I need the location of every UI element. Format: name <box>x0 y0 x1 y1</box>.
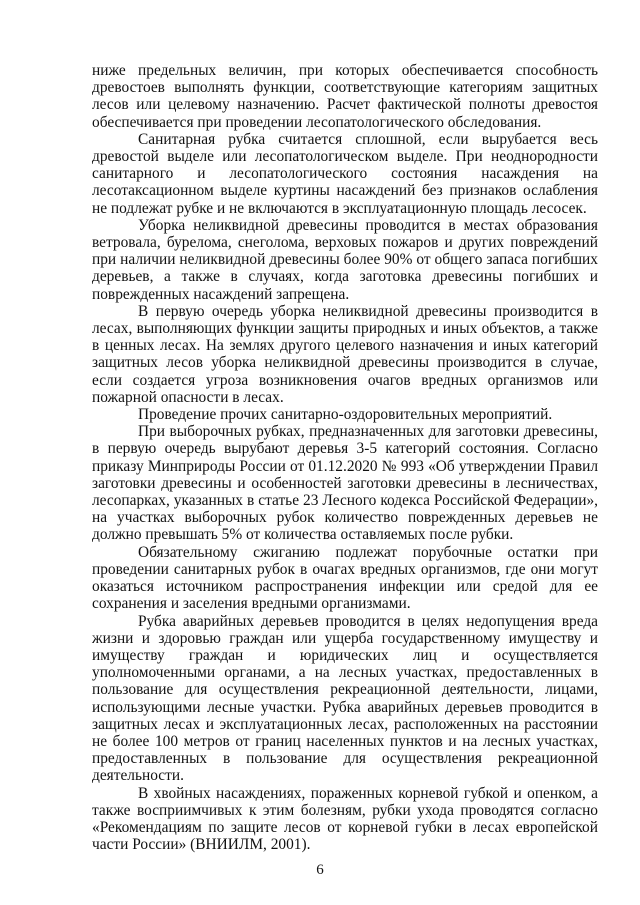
page-number: 6 <box>316 862 324 878</box>
paragraph-sanitary-clearcut: Санитарная рубка считается сплошной, если вырубается весь древостой выделе или лесопатологическом выделе. При неоднородности санитарного и лесопатологического состояния насаждения на лесотаксационном выделе куртины насаждений без признаков ослабления не подлежат рубке и не включаются в эксплуатационную площадь лесосек. <box>92 130 598 217</box>
paragraph-coniferous-stands: В хвойных насаждениях, пораженных корневой губкой и опенком, а также восприимчивых к этим болезням, рубки ухода проводятся согласно «Рекомендациям по защите лесов от корневой губки в лесах европейской части России» (ВНИИЛМ, 2001). <box>92 784 598 854</box>
paragraph-priority-removal: В первую очередь уборка неликвидной древесины производится в лесах, выполняющих функции защиты природных и иных объектов, а также в ценных лесах. На землях другого целевого назначения и иных категорий защитных лесов уборка неликвидной древесины производится в случае, если создается угроза возникновения очагов вредных организмов или пожарной опасности в лесах. <box>92 302 598 406</box>
paragraph-illiquid-wood-removal: Уборка неликвидной древесины проводится в местах образования ветровала, бурелома, снеголома, верховых пожаров и других повреждений при наличии неликвидной древесины более 90% от общего запаса погибших деревьев, а также в случаях, когда заготовка древесины погибших и поврежденных насаждений запрещена. <box>92 216 598 303</box>
paragraph-continuation: ниже предельных величин, при которых обеспечивается способность древостоев выполнять функции, соответствующие категориям защитных лесов или целевому назначению. Расчет фактической полноты древостоя обеспечивается при проведении лесопатологического обследования. <box>92 62 598 131</box>
paragraph-other-measures: Проведение прочих санитарно-оздоровительных мероприятий. <box>138 406 553 424</box>
paragraph-mandatory-burning: Обязательному сжиганию подлежат порубочные остатки при проведении санитарных рубок в очагах вредных организмов, где они могут оказаться источником распространения инфекции или средой для ее сохранения и заселения вредными организмами. <box>92 543 598 613</box>
paragraph-selective-felling: При выборочных рубках, предназначенных для заготовки древесины, в первую очередь вырубают деревья 3-5 категорий состояния. Согласно приказу Минприроды России от 01.12.2020 № 993 «Об утверждении Правил заготовки древесины и особенностей заготовки древесины в лесничествах, лесопарках, указанных в статье 23 Лесного кодекса Российской Федерации», на участках выборочных рубок количество поврежденных деревьев не должно превышать 5% от количества оставляемых после рубки. <box>92 423 598 544</box>
paragraph-hazard-trees: Рубка аварийных деревьев проводится в целях недопущения вреда жизни и здоровью граждан или ущерба государственному имуществу и имуществу граждан и юридических лиц и осуществляется уполномоченными органами, а на лесных участках, предоставленных в пользование для осуществления рекреационной деятельности, лицами, использующими лесные участки. Рубка аварийных деревьев проводится в защитных лесах и эксплуатационных лесах, расположенных на расстоянии не более 100 метров от границ населенных пунктов и на лесных участках, предоставленных в пользование для осуществления рекреационной деятельности. <box>92 612 598 785</box>
